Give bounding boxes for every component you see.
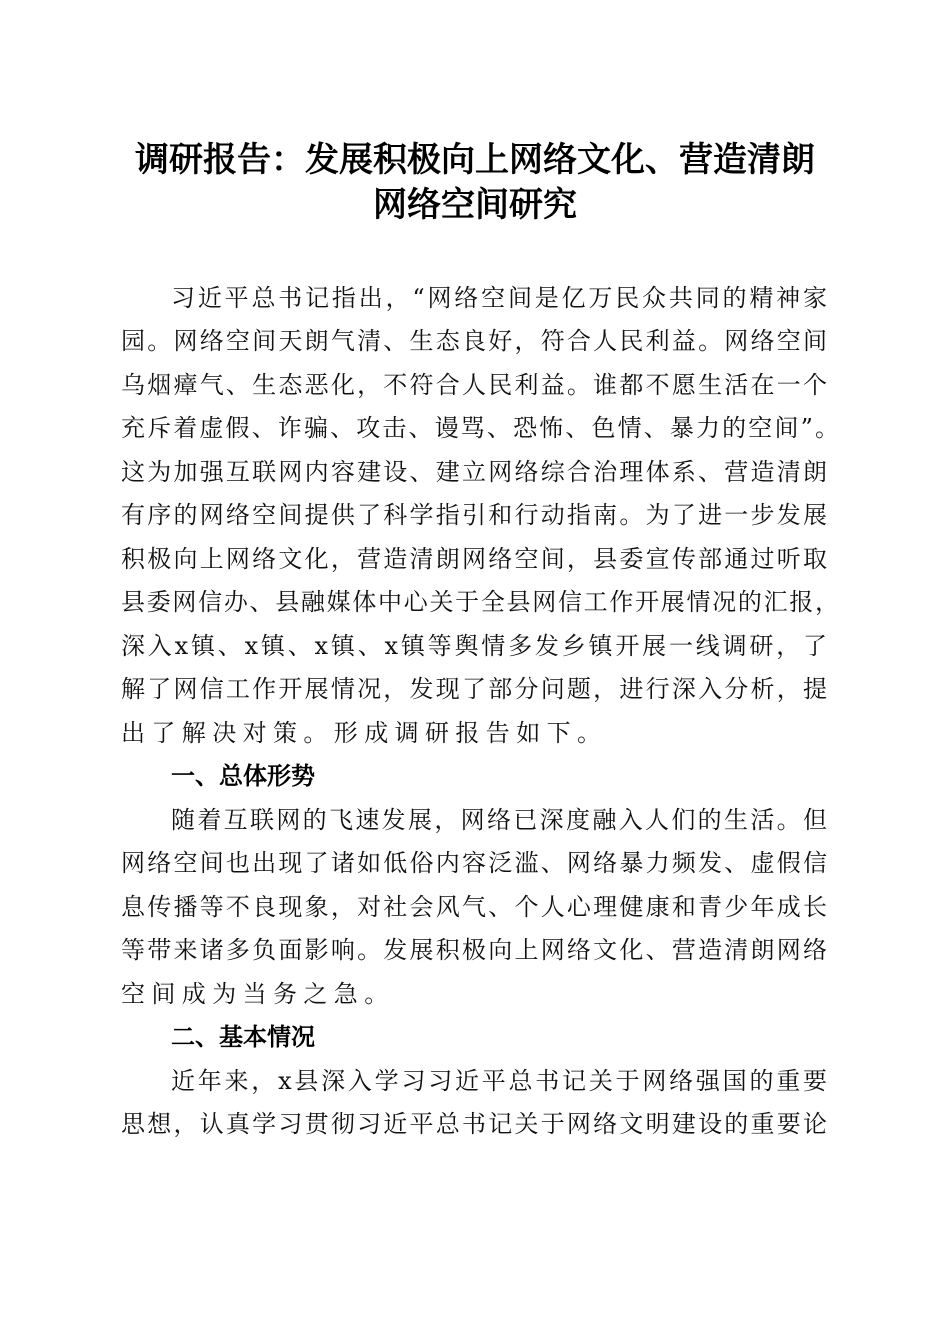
section2-paragraph-line: 近年来，x县深入学习习近平总书记关于网络强国的重要 xyxy=(171,1067,827,1095)
section1-paragraph-line: 随着互联网的飞速发展，网络已深度融入人们的生活。但 xyxy=(171,806,827,834)
section1-paragraph-line: 息传播等不良现象，对社会风气、个人心理健康和青少年成长 xyxy=(121,893,827,921)
intro-paragraph-line: 园。网络空间天朗气清、生态良好，符合人民利益。网络空间 xyxy=(121,327,827,355)
document-title-line-1: 调研报告：发展积极向上网络文化、营造清朗 xyxy=(135,140,815,180)
intro-paragraph-line: 县委网信办、县融媒体中心关于全县网信工作开展情况的汇报， xyxy=(121,588,839,616)
intro-paragraph-line: 习近平总书记指出，“网络空间是亿万民众共同的精神家 xyxy=(171,284,827,312)
intro-paragraph-line: 这为加强互联网内容建设、建立网络综合治理体系、营造清朗 xyxy=(121,458,827,486)
intro-paragraph-line: 有序的网络空间提供了科学指引和行动指南。为了进一步发展 xyxy=(121,501,827,529)
intro-paragraph-line: 充斥着虚假、诈骗、攻击、谩骂、恐怖、色情、暴力的空间”。 xyxy=(121,414,839,442)
intro-paragraph-line: 乌烟瘴气、生态恶化，不符合人民利益。谁都不愿生活在一个 xyxy=(121,371,827,399)
section1-paragraph-line: 等带来诸多负面影响。发展积极向上网络文化、营造清朗网络 xyxy=(121,936,827,964)
intro-paragraph-line: 深入x镇、x镇、x镇、x镇等舆情多发乡镇开展一线调研，了 xyxy=(121,632,827,660)
section-heading-overall-situation: 一、总体形势 xyxy=(171,762,315,790)
section-heading-basic-situation: 二、基本情况 xyxy=(171,1023,315,1051)
intro-paragraph-line: 积极向上网络文化，营造清朗网络空间，县委宣传部通过听取 xyxy=(121,545,827,573)
section1-paragraph-line: 网络空间也出现了诸如低俗内容泛滥、网络暴力频发、虚假信 xyxy=(121,849,827,877)
section1-paragraph-line: 空间成为当务之急。 xyxy=(121,980,395,1008)
intro-paragraph-line: 解了网信工作开展情况，发现了部分问题，进行深入分析，提 xyxy=(121,675,827,703)
section2-paragraph-line: 思想，认真学习贯彻习近平总书记关于网络文明建设的重要论 xyxy=(121,1110,827,1138)
intro-paragraph-line: 出了解决对策。形成调研报告如下。 xyxy=(121,719,608,747)
document-title-line-2: 网络空间研究 xyxy=(373,185,577,225)
